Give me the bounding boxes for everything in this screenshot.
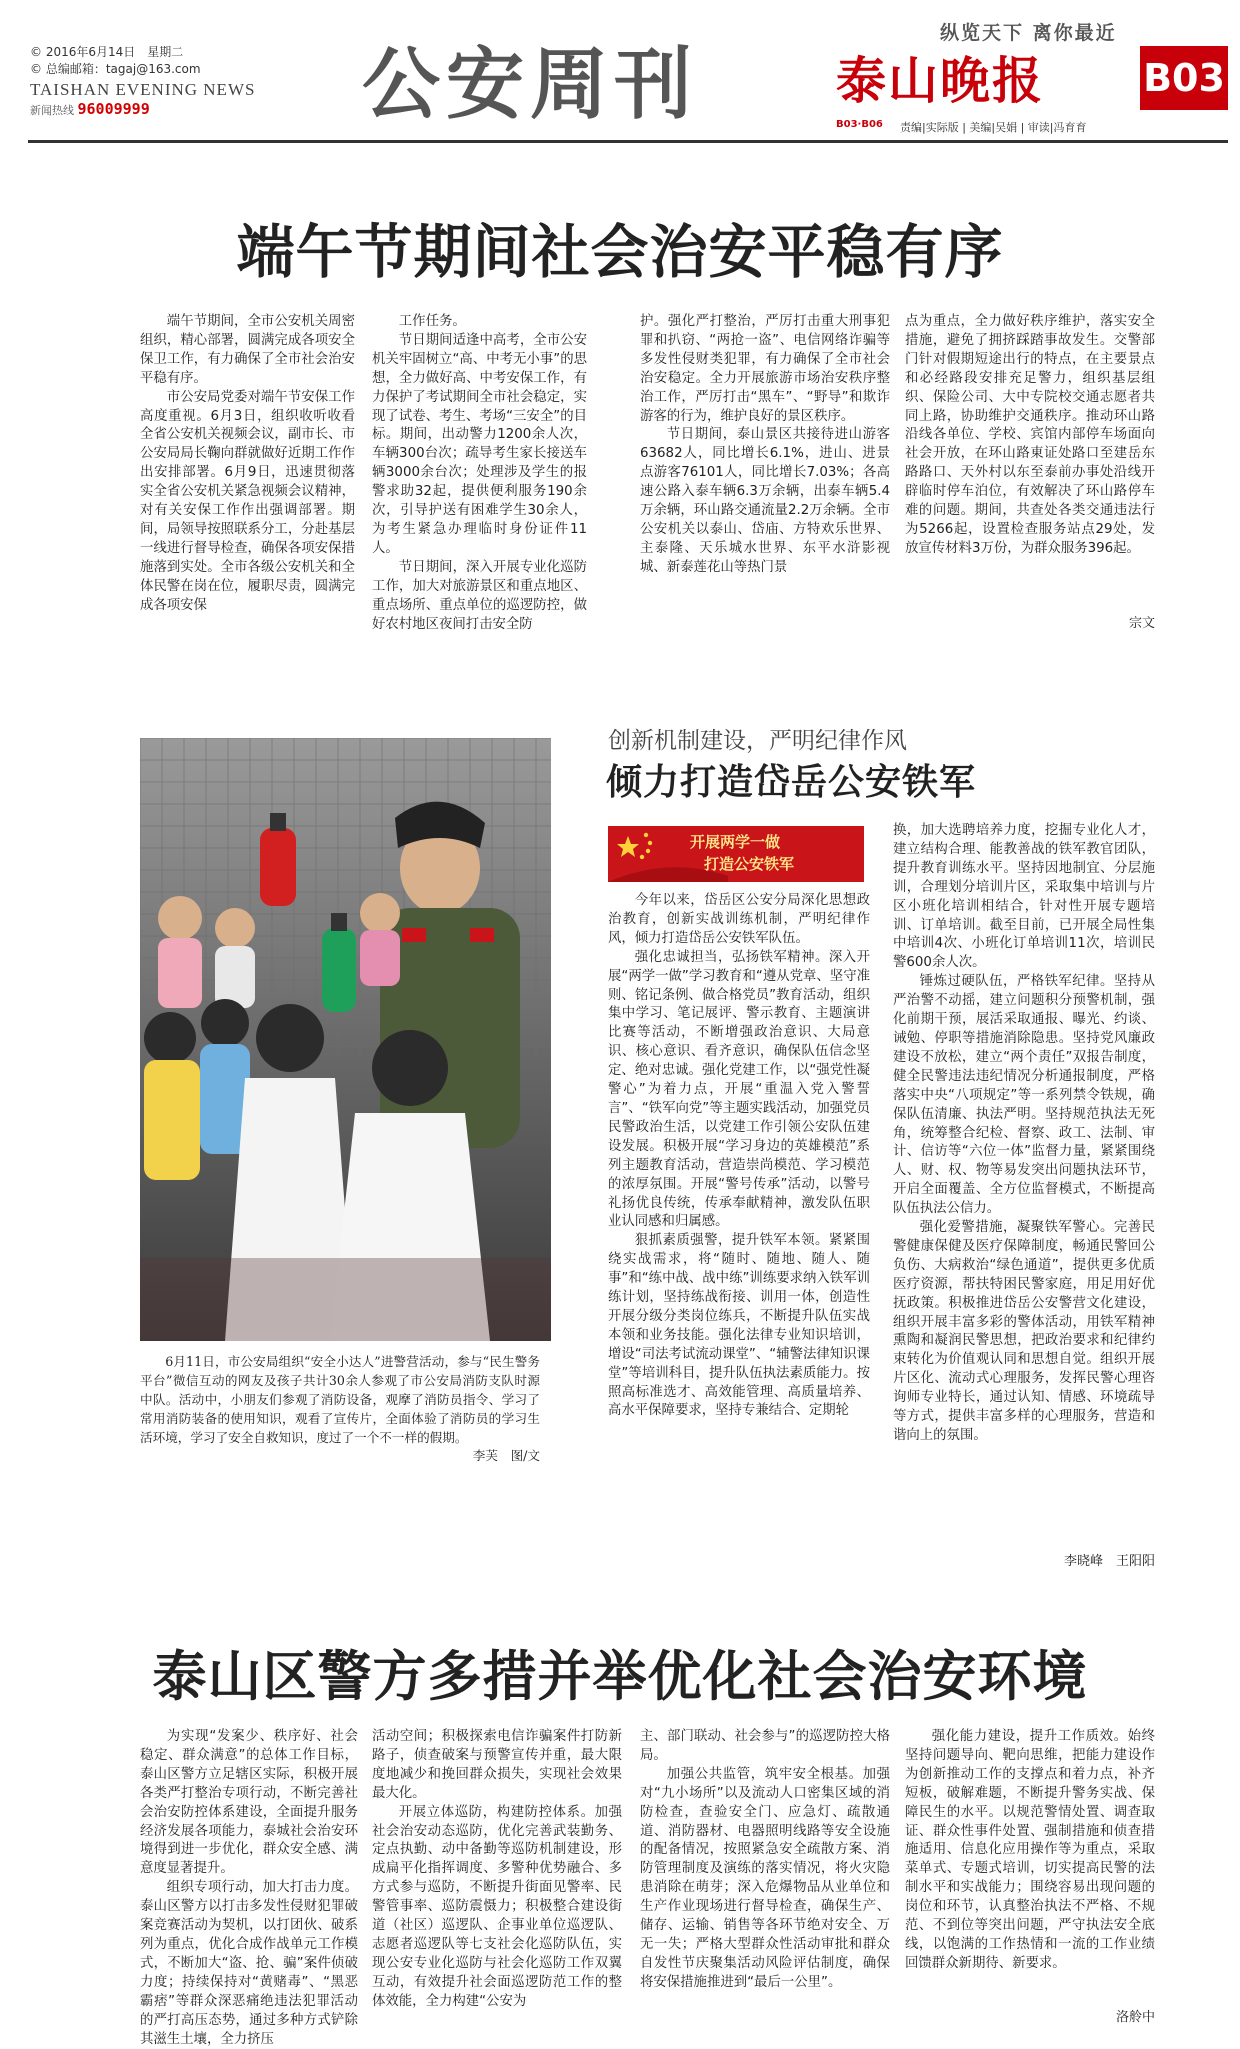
paragraph: 端午节期间，全市公安机关周密组织，精心部署，圆满完成各项安全保卫工作，有力确保了全市社会治安平稳有序。 (140, 314, 355, 386)
paragraph: 强化忠诚担当，弘扬铁军精神。深入开展“两学一做”学习教育和“遵从党章、坚守准则、铭记条例、做合格党员”教育活动，组织集中学习、笔记展评、警示教育、主题演讲比赛等活动，不断增强政治意识、大局意识、核心意识、看齐意识，确保队伍信念坚定、绝对忠诚。强化党建工作，以“强党性凝警心”为着力点，开展“重温入党入警誓言”、“铁军向党”等主题实践活动，加强党员民警政治生活，以党建工作引领公安队伍建设发展。积极开展“学习身边的英雄模范”系列主题教育活动，营造崇尚模范、学习模范的浓厚氛围。开展“警号传承”活动，以警号礼扬优良传统，传承奉献精神，激发队伍职业认同感和归属感。 (608, 949, 870, 1230)
paragraph: 主、部门联动、社会参与”的巡逻防控大格局。 (640, 1729, 890, 1763)
caption-text: 6月11日，市公安局组织“安全小达人”进警营活动，参与“民生警务平台”微信互动的网友及孩子共计30余人参观了市公安局消防支队时源中队。活动中，小朋友们参观了消防设备，观摩了消防员指令、学习了常用消防装备的使用知识，观看了宣传片，全面体验了消防员的学习生活环境，学习了安全自救知识，度过了一个不一样的假期。 (140, 1354, 540, 1445)
paragraph: 加强公共监管，筑牢安全根基。加强对“九小场所”以及流动人口密集区域的消防检查，查验安全门、应急灯、疏散通道、消防器材、电器照明线路等安全设施的配备情况，按照紧急安全疏散方案、消防管理制度及演练的落实情况，将火灾隐患消除在萌芽；深入危爆物品从业单位和生产作业现场进行督导检查，确保生产、储存、运输、销售等各环节绝对安全、万无一失；严格大型群众性活动审批和群众自发性节庆聚集活动风险评估制度，确保将安保措施推进到“最后一公里”。 (640, 1766, 890, 1990)
paragraph: 强化爱警措施，凝聚铁军警心。完善民警健康保健及医疗保障制度，畅通民警回公负伤、大病救治“绿色通道”，提供更多优质医疗资源，帮扶特困民警家庭，用足用好优抚政策。积极推进岱岳公安警营文化建设，组织开展丰富多彩的警体活动，用铁军精神熏陶和凝润民警思想，把政治要求和纪律约束转化为价值观认同和思想自觉。组织开展片区化、流动式心理服务，发挥民警心理咨询师专业特长，通过认知、情感、环境疏导等方式，提供丰富多样的心理服务，营造和谐向上的氛围。 (893, 1220, 1155, 1443)
paragraph: 开展立体巡防，构建防控体系。加强社会治安动态巡防，优化完善武装勤务、定点执勤、动中备勤等巡防机制建设，形成扁平化指挥调度、多警种优势融合、多方式参与巡防，不断提升街面见警率、民警管事率、巡防震慑力；积极整合建设街道（社区）巡逻队、企事业单位巡逻队、志愿者巡逻队等七支社会化巡防队伍，实现公安专业化巡防与社会化巡防工作双翼互动，有效提升社会面巡逻防范工作的整体效能，全力构建“公安为 (372, 1804, 622, 2009)
hotline-number: 96009999 (77, 100, 150, 118)
paragraph: 今年以来，岱岳区公安分局深化思想政治教育，创新实战训练机制，严明纪律作风，倾力打造岱岳公安铁军队伍。 (608, 893, 870, 946)
paragraph: 活动空间；积极探索电信诈骗案件打防新路子，侦查破案与预警宣传并重，最大限度地减少和挽回群众损失，实现社会效果最大化。 (372, 1729, 622, 1801)
article3-headline: 泰山区警方多措并举优化社会治安环境 (152, 1645, 1088, 1708)
banner-line1: 开展两学一做 (690, 833, 781, 851)
newspaper-logo: 泰山晚报 (836, 51, 1044, 110)
hotline-label: 新闻热线 (30, 104, 74, 117)
section-title: 公安周刊 (362, 40, 699, 130)
article2-kicker: 创新机制建设，严明纪律作风 (608, 728, 907, 754)
article3-col4 (905, 1728, 1155, 2004)
article1-byline: 宗文 (1128, 616, 1155, 631)
article1-col3 (640, 313, 890, 633)
article1-col4 (905, 313, 1155, 613)
edition-mark: B03·B06 (836, 119, 883, 130)
photo-caption (140, 1352, 540, 1447)
campaign-banner (608, 826, 864, 882)
brand-en: TAISHAN EVENING NEWS (30, 80, 256, 99)
date-text: 2016年6月14日 星期二 (45, 45, 184, 59)
page-code: B03 (1140, 46, 1228, 110)
article1-col2 (372, 313, 587, 633)
paragraph: 换，加大选聘培养力度，挖掘专业化人才，建立结构合理、能教善战的铁军教官团队，提升教育训练水平。坚持因地制宜、分层施训，合理划分培训片区，采取集中培训与片区小班化培训相结合，针对性开展专题培训、订单培训。截至目前，已开展全局性集中培训4次、小班化订单培训11次，培训民警600余人次。 (893, 823, 1155, 971)
paragraph: 节日期间，泰山景区共接待进山游客63682人，同比增长6.1%，进山、进景点游客76101人，同比增长7.03%；各高速公路入泰车辆6.3万余辆，出泰车辆5.4万余辆，环山路交通流量2.2万余辆。全市公安机关以泰山、岱庙、方特欢乐世界、主泰隆、天乐城水世界、东平水浒影视城、新泰莲花山等热门景 (640, 427, 890, 575)
paragraph: 工作任务。 (398, 314, 466, 329)
article3-col3 (640, 1728, 890, 2028)
paragraph: 护。强化严打整治，严厉打击重大刑事犯罪和扒窃、“两抢一盗”、电信网络诈骗等多发性侵财类犯罪，有力确保了全市社会治安稳定。全力开展旅游市场治安秩序整治工作，严厉打击“黑车”、“野导”和欺诈游客的行为，维护良好的景区秩序。 (640, 314, 890, 424)
photo-credit: 李芙 图/文 (472, 1448, 540, 1463)
paragraph: 节日期间，深入开展专业化巡防工作，加大对旅游景区和重点地区、重点场所、重点单位的巡逻防控，做好农村地区夜间打击安全防 (372, 559, 587, 632)
photo-illustration (140, 738, 551, 1341)
paragraph: 为实现“发案少、秩序好、社会稳定、群众满意”的总体工作目标，泰山区警方立足辖区实际，积极开展各类严打整治专项行动，不断完善社会治安防控体系建设，全面提升服务经济发展各项能力，泰城社会治安环境得到进一步优化，群众安全感、满意度显著提升。 (140, 1729, 358, 1877)
article1-headline: 端午节期间社会治安平稳有序 (236, 218, 1004, 286)
banner-line2: 打造公安铁军 (704, 855, 795, 873)
article2-col1 (608, 892, 870, 1572)
paragraph: 狠抓素质强警，提升铁军本领。紧紧围绕实战需求，将“随时、随地、随人、随事”和“练中战、战中练”训练要求纳入铁军训练计划，坚持练战衔接、训用一体，创造性开展分级分类岗位练兵，不断提升队伍实战本领和业务技能。强化法律专业知识培训，增设“司法考试流动课堂”、“辅警法律知识课堂”等培训科目，提升队伍执法素质能力。按照高标准选才、高效能管理、高质量培养、高水平保障要求，坚持专兼结合、定期轮 (608, 1233, 870, 1419)
paragraph: 强化能力建设，提升工作质效。始终坚持问题导向、靶向思维，把能力建设作为创新推动工作的支撑点和着力点，补齐短板，破解难题，不断提升警务实战、保障民生的水平。以规范警情处置、调查取证、群众性事件处置、强制措施和侦查措施适用、信息化应用操作等为重点，采取菜单式、专题式培训，切实提高民警的法制水平和实战能力；围绕容易出现问题的岗位和环节，认真整治执法不严格、不规范、不到位等突出问题，严守执法安全底线，以饱满的工作热情和一流的工作业绩回馈群众新期待、新要求。 (905, 1729, 1155, 1971)
paragraph: 锤炼过硬队伍，严格铁军纪律。坚持从严治警不动摇，建立问题积分预警机制，强化前期干预，展活采取通报、曝光、约谈、诫勉、停职等措施消除隐患。坚持党风廉政建设不放松，建立“两个责任”双报告制度，健全民警违法违纪情况分析通报制度，严格落实中央“八项规定”等一系列禁令铁规，确保队伍清廉、执法严明。坚持规范执法无死角，统筹整合纪检、督察、政工、法制、审计、信访等“六位一体”监督力量，紧紧围绕人、财、权、物等易发突出问题执法环节，开启全面覆盖、全方位监督模式，不断提高队伍执法公信力。 (893, 974, 1155, 1217)
article3-col2 (372, 1728, 622, 2028)
paragraph: 市公安局党委对端午节安保工作高度重视。6月3日，组织收听收看全省公安机关视频会议，副市长、市公安局局长鞠向群就做好近期工作作出安排部署。6月9日，迅速贯彻落实全省公安机关紧急视频会议精神，对有关安保工作作出强调部署。期间，局领导按照联系分工，分赴基层一线进行督导检查，确保各项安保措施落到实处。全市各级公安机关和全体民警在岗在位，履职尽责，圆满完成各项安保 (140, 389, 355, 613)
slogan: 纵览天下 离你最近 (940, 22, 1117, 44)
article2-byline: 李晓峰 王阳阳 (1063, 1554, 1155, 1569)
email-text: 总编邮箱：tagaj@163.com (45, 62, 201, 76)
event-photo (140, 738, 551, 1341)
paragraph: 点为重点，全力做好秩序维护，落实安全措施，避免了拥挤踩踏事故发生。交警部门针对假期短途出行的特点，在主要景点和必经路段安排充足警力，组织基层组织、保险公司、大中专院校交通志愿者共同上路，协助维护交通秩序。推动环山路沿线各单位、学校、宾馆内部停车场面向社会开放，在环山路東证处路口至建岳东路路口、天外村以东至泰前办事处沿线开辟临时停车泊位，有效解决了环山路停车难的问题。期间，共查处各类交通违法行为5266起，设置检查服务站点29处，发放宣传材料3万份，为群众服务396起。 (905, 314, 1155, 556)
paragraph: 组织专项行动，加大打击力度。泰山区警方以打击多发性侵财犯罪破案竞赛活动为契机，以打团伙、破系列为重点，优化合成作战单元工作模式，不断加大“盗、抢、骗”案件侦破力度；持续保持对“黄赌毒”、“黑恶霸痞”等群众深恶痛绝违法犯罪活动的严打高压态势，通过多种方式铲除其滋生土壤，全力挤压 (140, 1880, 358, 2047)
article1-col1 (140, 313, 355, 633)
paragraph: 节日期间适逢中高考，全市公安机关牢固树立“高、中考无小事”的思想，全力做好高、中考安保工作，有力保护了考试期间全市社会稳定，实现了试卷、考生、考场“三安全”的目标。期间，出动警力1200余人次，车辆300台次；疏导考生家长接送车辆3000余台次；处理涉及学生的报警求助32起，提供便利服务190余次，引导护送有困难学生30余人，为考生紧急办理临时身份证件11人。 (372, 332, 587, 556)
email-line: © 总编邮箱：tagaj@163.com (30, 62, 201, 76)
editors-line: 责编|实际版 | 美编|吴娟 | 审读|冯育育 (900, 121, 1087, 134)
hotline-row (30, 100, 150, 118)
article3-byline: 洛舲中 (1115, 2010, 1155, 2025)
article2-headline: 倾力打造岱岳公安铁军 (606, 762, 977, 803)
header-rule (28, 140, 1228, 143)
article3-col1 (140, 1728, 358, 2047)
article2-col2 (893, 822, 1155, 1542)
date-line: © 2016年6月14日 星期二 (30, 45, 184, 59)
